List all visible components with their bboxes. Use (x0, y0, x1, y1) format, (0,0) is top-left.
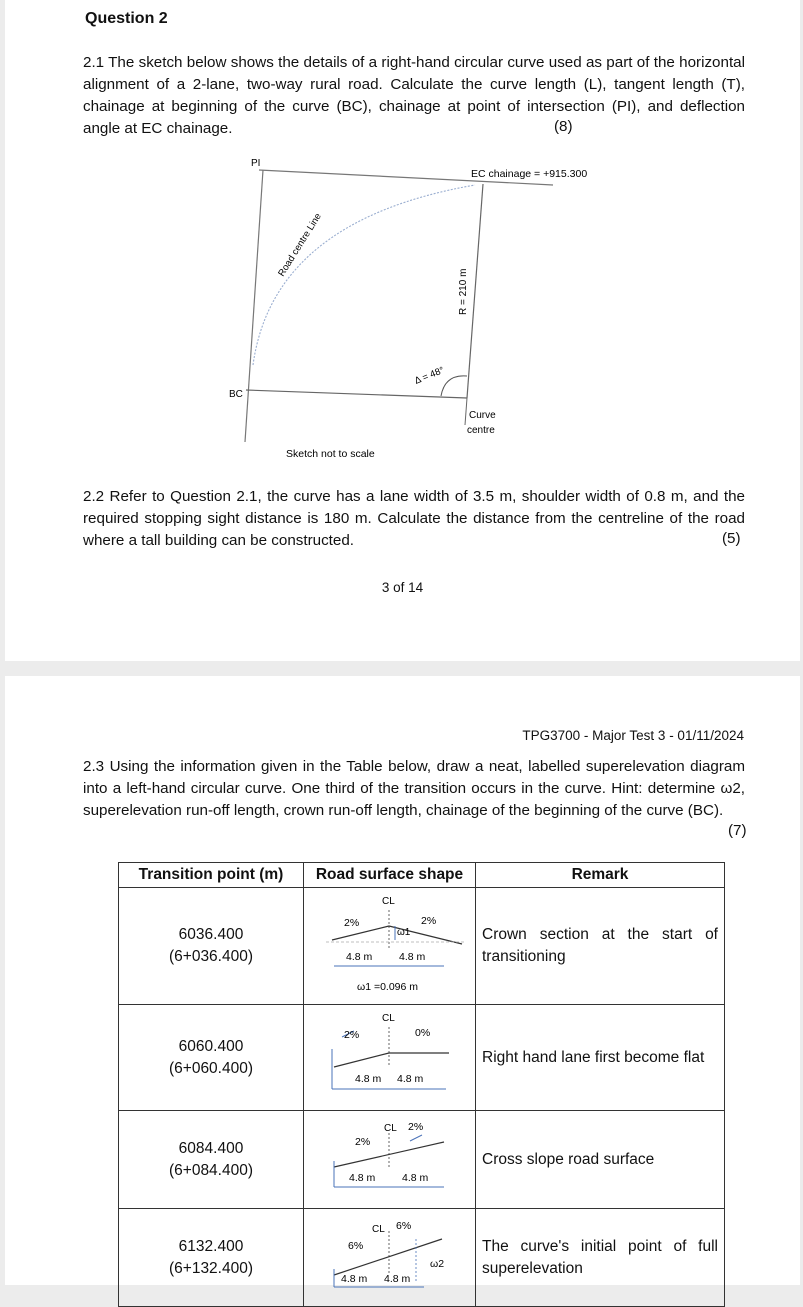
question-2-2-marks: (5) (722, 530, 741, 547)
svg-text:4.8 m: 4.8 m (402, 1172, 429, 1184)
bc-label: BC (229, 389, 243, 400)
road-centre-line-label: Road centre Line (276, 211, 324, 279)
svg-text:4.8 m: 4.8 m (349, 1172, 376, 1184)
bc-radius-line (246, 390, 467, 398)
road-surface-shape-cell (304, 1111, 476, 1209)
running-header: TPG3700 - Major Test 3 - 01/11/2024 (522, 728, 744, 743)
page-4 (5, 676, 800, 1285)
pi-label: PI (251, 158, 261, 169)
table-row (119, 1005, 725, 1111)
svg-text:6%: 6% (396, 1220, 412, 1232)
remark-cell: The curve's initial point of full superelevation (476, 1209, 725, 1307)
transition-point-cell: 6132.400 (6+132.400) (119, 1209, 304, 1307)
table-row (119, 1209, 725, 1307)
curve-sketch (5, 150, 800, 470)
delta-angle-arc (441, 376, 467, 396)
transition-point-cell: 6036.400 (6+036.400) (119, 888, 304, 1005)
col-header-road-surface: Road surface shape (304, 863, 476, 888)
table-header-row (119, 863, 725, 888)
svg-text:CL: CL (382, 896, 395, 907)
svg-text:6%: 6% (348, 1240, 364, 1252)
ec-chainage-label: EC chainage = +915.300 (471, 168, 588, 180)
col-header-transition-point: Transition point (m) (119, 863, 304, 888)
svg-text:ω2: ω2 (430, 1258, 445, 1270)
svg-text:4.8 m: 4.8 m (384, 1273, 411, 1285)
back-tangent (245, 170, 263, 442)
svg-text:CL: CL (372, 1224, 385, 1235)
road-surface-shape-cell (304, 1209, 476, 1307)
svg-text:2%: 2% (344, 917, 360, 929)
curve-centre-label-2: centre (467, 425, 495, 436)
road-surface-shape-cell (304, 888, 476, 1005)
full-superelevation-diagram (304, 1209, 475, 1301)
remark-cell: Cross slope road surface (476, 1111, 725, 1209)
radius-label: R = 210 m (458, 268, 469, 315)
cross-slope-diagram (304, 1111, 475, 1203)
right-lane-flat-diagram (304, 1005, 475, 1105)
svg-text:2%: 2% (408, 1121, 424, 1133)
crown-section-diagram (304, 888, 475, 999)
curve-centre-label: Curve (469, 410, 496, 421)
svg-text:0%: 0% (415, 1027, 431, 1039)
ec-radius-line (467, 184, 483, 398)
svg-text:2%: 2% (344, 1029, 360, 1041)
transition-point-cell: 6060.400 (6+060.400) (119, 1005, 304, 1111)
svg-text:4.8 m: 4.8 m (355, 1073, 382, 1085)
svg-text:4.8 m: 4.8 m (397, 1073, 424, 1085)
delta-label: Δ = 48° (413, 364, 446, 387)
svg-text:4.8 m: 4.8 m (346, 951, 373, 963)
transition-table (118, 862, 725, 1307)
svg-text:ω1: ω1 (397, 927, 411, 938)
svg-text:2%: 2% (421, 915, 437, 927)
svg-text:ω1 =0.096 m: ω1 =0.096 m (357, 981, 419, 993)
table-row (119, 1111, 725, 1209)
page-3 (5, 0, 800, 661)
road-surface-shape-cell (304, 1005, 476, 1111)
col-header-remark: Remark (476, 863, 725, 888)
svg-text:4.8 m: 4.8 m (341, 1273, 368, 1285)
table-row (119, 888, 725, 1005)
question-2-1-text: 2.1 The sketch below shows the details of a right-hand circular curve used as part of the horizontal alignment of a 2-lane, two-way rural road. Calculate the curve length (L), tangent length (T), chainage at beginning of the curve (BC), chainage at point of intersection (PI), and deflection angle at EC chainage. (83, 54, 745, 137)
question-2-3-text: 2.3 Using the information given in the Table below, draw a neat, labelled superelevation diagram into a left-hand circular curve. One third of the transition occurs in the curve. Hint: determine ω2, superelevation run-off length, crown run-off length, chainage of the beginning of the curve (BC). (83, 758, 745, 819)
svg-text:CL: CL (384, 1123, 397, 1134)
page-number: 3 of 14 (381, 580, 424, 595)
question-title: Question 2 (85, 10, 168, 27)
not-to-scale-note: Sketch not to scale (286, 448, 375, 460)
transition-point-cell: 6084.400 (6+084.400) (119, 1111, 304, 1209)
svg-text:4.8 m: 4.8 m (399, 951, 426, 963)
remark-cell: Crown section at the start of transitioning (476, 888, 725, 1005)
question-2-2-text: 2.2 Refer to Question 2.1, the curve has a lane width of 3.5 m, shoulder width of 0.8 m, and the required stopping sight distance is 180 m. Calculate the distance from the centreline of the road where a tall building can be constructed. (83, 488, 745, 549)
svg-text:2%: 2% (355, 1136, 371, 1148)
question-2-3-marks: (7) (728, 822, 747, 839)
svg-text:CL: CL (382, 1013, 395, 1024)
remark-cell: Right hand lane first become flat (476, 1005, 725, 1111)
question-2-1-marks: (8) (554, 118, 573, 135)
